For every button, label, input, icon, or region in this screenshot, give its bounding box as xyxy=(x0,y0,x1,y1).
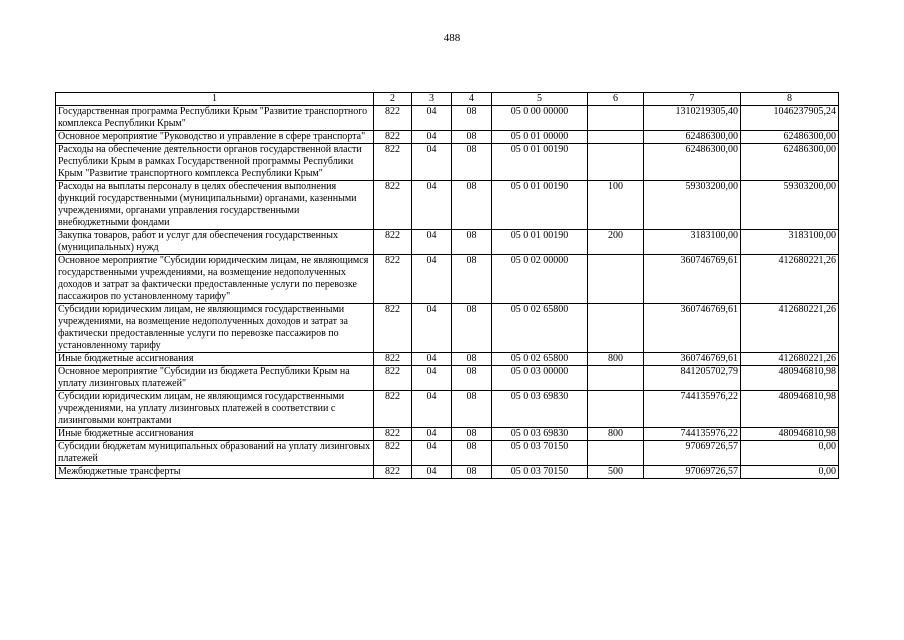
amount-col8-cell: 412680221,26 xyxy=(741,255,839,304)
amount-col8-cell: 412680221,26 xyxy=(741,304,839,353)
target-article-cell: 05 0 01 00000 xyxy=(492,131,588,144)
expense-type-cell xyxy=(588,131,644,144)
amount-col8-cell: 412680221,26 xyxy=(741,353,839,366)
amount-col7-cell: 62486300,00 xyxy=(644,144,741,181)
table-row xyxy=(56,230,839,255)
table-row xyxy=(56,353,839,366)
row-name-cell: Закупка товаров, работ и услуг для обеспечения государственных (муниципальных) нужд xyxy=(56,230,374,255)
target-article-cell: 05 0 01 00190 xyxy=(492,230,588,255)
amount-col7-cell: 97069726,57 xyxy=(644,441,741,466)
amount-col7-cell: 59303200,00 xyxy=(644,181,741,230)
column-header-7: 7 xyxy=(644,93,741,106)
admin-code-cell: 822 xyxy=(374,255,412,304)
subsection-cell: 08 xyxy=(452,255,492,304)
admin-code-cell: 822 xyxy=(374,181,412,230)
amount-col8-cell: 3183100,00 xyxy=(741,230,839,255)
row-name-cell: Субсидии юридическим лицам, не являющимся государственными учреждениями, на возмещение недополученных доходов и затрат за фактически предоставленные услуги по перевозке пассажиров по установленному тарифу xyxy=(56,304,374,353)
subsection-cell: 08 xyxy=(452,131,492,144)
expense-type-cell: 200 xyxy=(588,230,644,255)
amount-col8-cell: 480946810,98 xyxy=(741,428,839,441)
target-article-cell: 05 0 01 00190 xyxy=(492,144,588,181)
amount-col8-cell: 0,00 xyxy=(741,466,839,479)
expense-type-cell xyxy=(588,441,644,466)
subsection-cell: 08 xyxy=(452,466,492,479)
amount-col7-cell: 744135976,22 xyxy=(644,428,741,441)
target-article-cell: 05 0 02 65800 xyxy=(492,304,588,353)
target-article-cell: 05 0 03 00000 xyxy=(492,366,588,391)
amount-col8-cell: 62486300,00 xyxy=(741,131,839,144)
amount-col8-cell: 62486300,00 xyxy=(741,144,839,181)
subsection-cell: 08 xyxy=(452,144,492,181)
expense-type-cell xyxy=(588,255,644,304)
subsection-cell: 08 xyxy=(452,106,492,131)
amount-col8-cell: 1046237905,24 xyxy=(741,106,839,131)
target-article-cell: 05 0 03 69830 xyxy=(492,428,588,441)
amount-col8-cell: 480946810,98 xyxy=(741,391,839,428)
column-header-5: 5 xyxy=(492,93,588,106)
expense-type-cell: 800 xyxy=(588,353,644,366)
expense-type-cell xyxy=(588,304,644,353)
admin-code-cell: 822 xyxy=(374,106,412,131)
page-number: 488 xyxy=(443,32,461,44)
table-row xyxy=(56,366,839,391)
table-row xyxy=(56,428,839,441)
column-header-1: 1 xyxy=(56,93,374,106)
table-row xyxy=(56,304,839,353)
admin-code-cell: 822 xyxy=(374,304,412,353)
row-name-cell: Расходы на выплаты персоналу в целях обеспечения выполнения функций государственными (муниципальными) органами, казенными учреждениями, органами управления государственными внебюджетными фондами xyxy=(56,181,374,230)
row-name-cell: Субсидии юридическим лицам, не являющимся государственными учреждениями, на уплату лизинговых платежей в соответствии с лизинговыми контрактами xyxy=(56,391,374,428)
subsection-cell: 08 xyxy=(452,353,492,366)
row-name-cell: Расходы на обеспечение деятельности органов государственной власти Республики Крым в рамках Государственной программы Республики Крым "Развитие транспортного комплекса Республики Крым" xyxy=(56,144,374,181)
target-article-cell: 05 0 03 70150 xyxy=(492,466,588,479)
table-row xyxy=(56,391,839,428)
subsection-cell: 08 xyxy=(452,391,492,428)
admin-code-cell: 822 xyxy=(374,441,412,466)
section-cell: 04 xyxy=(412,131,452,144)
table-row xyxy=(56,144,839,181)
row-name-cell: Иные бюджетные ассигнования xyxy=(56,428,374,441)
section-cell: 04 xyxy=(412,366,452,391)
amount-col8-cell: 59303200,00 xyxy=(741,181,839,230)
section-cell: 04 xyxy=(412,255,452,304)
section-cell: 04 xyxy=(412,441,452,466)
amount-col7-cell: 62486300,00 xyxy=(644,131,741,144)
section-cell: 04 xyxy=(412,353,452,366)
table-row xyxy=(56,181,839,230)
target-article-cell: 05 0 03 69830 xyxy=(492,391,588,428)
subsection-cell: 08 xyxy=(452,181,492,230)
expense-type-cell xyxy=(588,106,644,131)
header-row xyxy=(56,93,839,106)
subsection-cell: 08 xyxy=(452,304,492,353)
amount-col7-cell: 360746769,61 xyxy=(644,255,741,304)
expense-type-cell: 500 xyxy=(588,466,644,479)
admin-code-cell: 822 xyxy=(374,366,412,391)
admin-code-cell: 822 xyxy=(374,391,412,428)
admin-code-cell: 822 xyxy=(374,428,412,441)
amount-col7-cell: 360746769,61 xyxy=(644,353,741,366)
admin-code-cell: 822 xyxy=(374,131,412,144)
subsection-cell: 08 xyxy=(452,230,492,255)
amount-col8-cell: 0,00 xyxy=(741,441,839,466)
budget-table xyxy=(55,92,839,479)
admin-code-cell: 822 xyxy=(374,144,412,181)
amount-col7-cell: 841205702,79 xyxy=(644,366,741,391)
section-cell: 04 xyxy=(412,230,452,255)
column-header-4: 4 xyxy=(452,93,492,106)
amount-col8-cell: 480946810,98 xyxy=(741,366,839,391)
table-row xyxy=(56,441,839,466)
expense-type-cell xyxy=(588,391,644,428)
expense-type-cell: 100 xyxy=(588,181,644,230)
subsection-cell: 08 xyxy=(452,366,492,391)
row-name-cell: Субсидии бюджетам муниципальных образований на уплату лизинговых платежей xyxy=(56,441,374,466)
column-header-8: 8 xyxy=(741,93,839,106)
target-article-cell: 05 0 02 65800 xyxy=(492,353,588,366)
target-article-cell: 05 0 02 00000 xyxy=(492,255,588,304)
admin-code-cell: 822 xyxy=(374,466,412,479)
subsection-cell: 08 xyxy=(452,428,492,441)
amount-col7-cell: 1310219305,40 xyxy=(644,106,741,131)
expense-type-cell xyxy=(588,144,644,181)
column-header-6: 6 xyxy=(588,93,644,106)
section-cell: 04 xyxy=(412,466,452,479)
amount-col7-cell: 744135976,22 xyxy=(644,391,741,428)
table-row xyxy=(56,131,839,144)
column-header-3: 3 xyxy=(412,93,452,106)
row-name-cell: Основное мероприятие "Субсидии юридическим лицам, не являющимся государственными учреждениями, на возмещение недополученных доходов и затрат за фактически предоставленные услуги по перевозке пассажиров по установленному тарифу" xyxy=(56,255,374,304)
section-cell: 04 xyxy=(412,144,452,181)
section-cell: 04 xyxy=(412,106,452,131)
target-article-cell: 05 0 03 70150 xyxy=(492,441,588,466)
column-header-2: 2 xyxy=(374,93,412,106)
row-name-cell: Иные бюджетные ассигнования xyxy=(56,353,374,366)
target-article-cell: 05 0 00 00000 xyxy=(492,106,588,131)
section-cell: 04 xyxy=(412,391,452,428)
amount-col7-cell: 360746769,61 xyxy=(644,304,741,353)
admin-code-cell: 822 xyxy=(374,230,412,255)
row-name-cell: Основное мероприятие "Субсидии из бюджета Республики Крым на уплату лизинговых платежей" xyxy=(56,366,374,391)
amount-col7-cell: 97069726,57 xyxy=(644,466,741,479)
section-cell: 04 xyxy=(412,428,452,441)
expense-type-cell xyxy=(588,366,644,391)
amount-col7-cell: 3183100,00 xyxy=(644,230,741,255)
table-row xyxy=(56,106,839,131)
table-row xyxy=(56,255,839,304)
row-name-cell: Государственная программа Республики Крым "Развитие транспортного комплекса Республики Крым" xyxy=(56,106,374,131)
expense-type-cell: 800 xyxy=(588,428,644,441)
subsection-cell: 08 xyxy=(452,441,492,466)
row-name-cell: Основное мероприятие "Руководство и управление в сфере транспорта" xyxy=(56,131,374,144)
table-row xyxy=(56,466,839,479)
section-cell: 04 xyxy=(412,181,452,230)
row-name-cell: Межбюджетные трансферты xyxy=(56,466,374,479)
section-cell: 04 xyxy=(412,304,452,353)
admin-code-cell: 822 xyxy=(374,353,412,366)
target-article-cell: 05 0 01 00190 xyxy=(492,181,588,230)
